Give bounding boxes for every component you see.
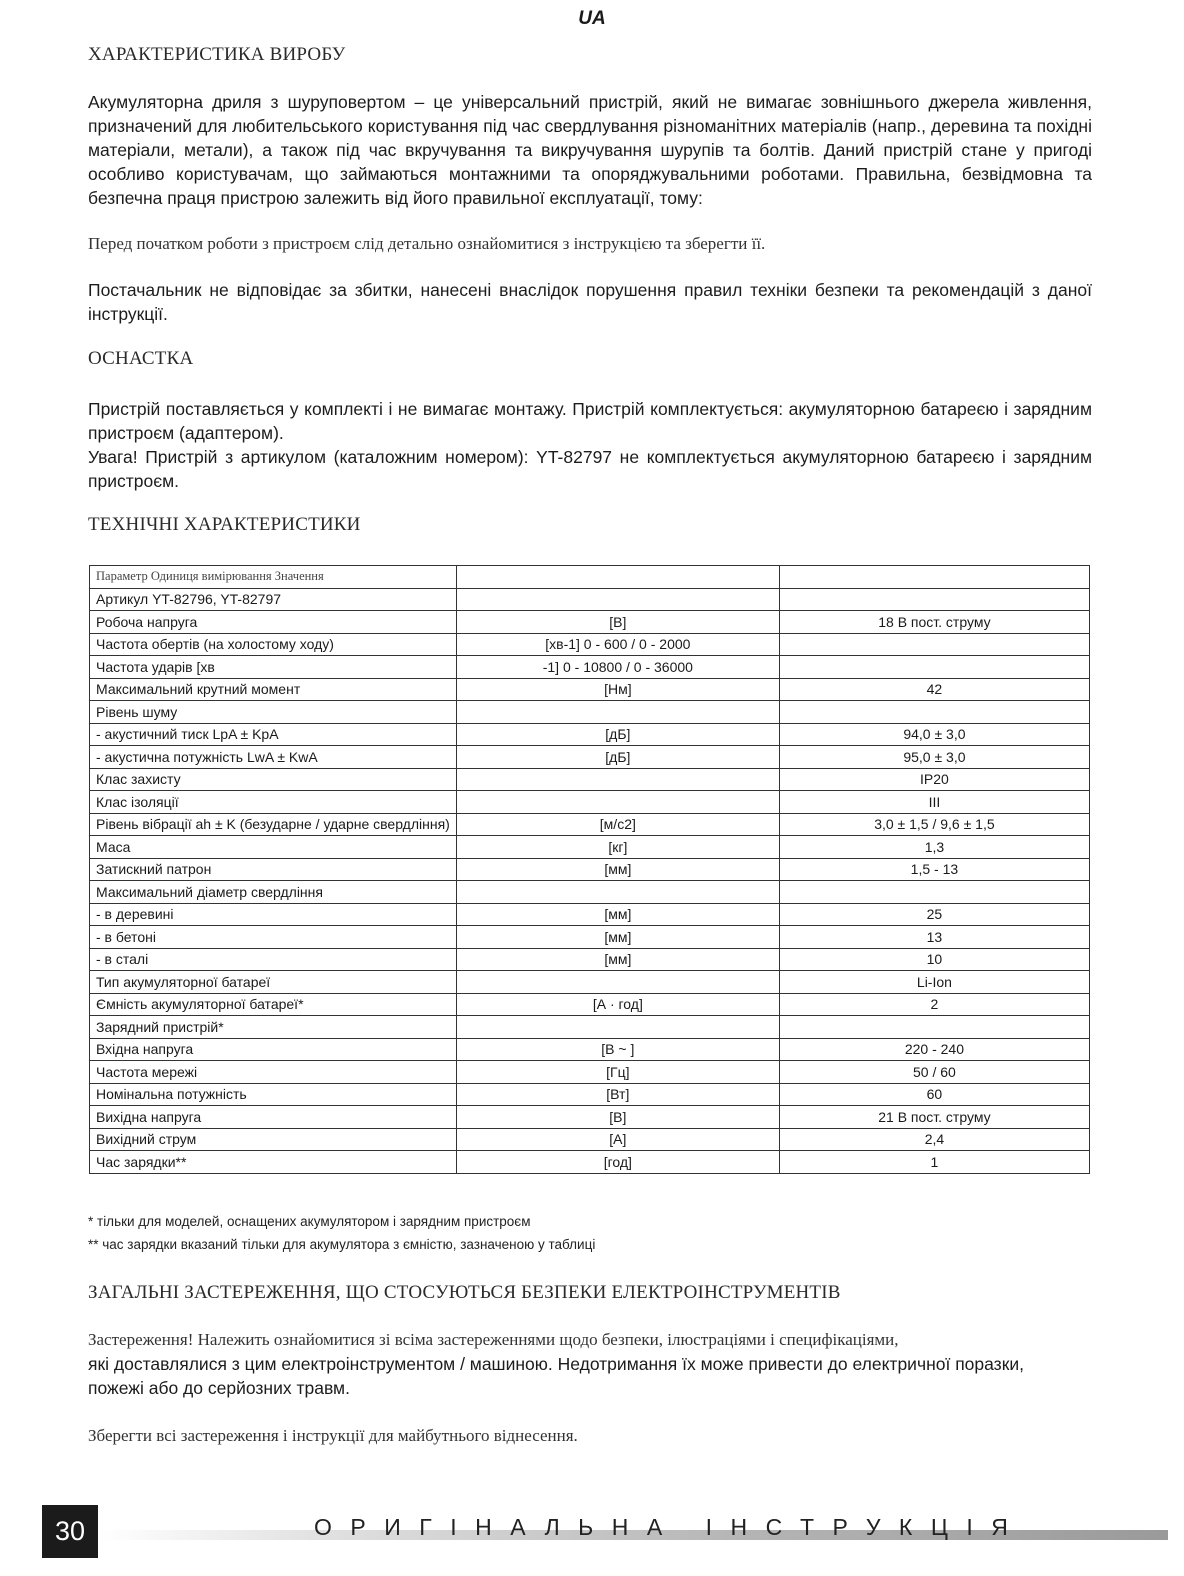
value-cell: 25 — [779, 903, 1089, 926]
param-cell: Ємність акумуляторної батареї* — [90, 993, 457, 1016]
liability-notice: Постачальник не відповідає за збитки, нанесені внаслідок порушення правил техніки безпеки та рекомендацій з даної інструкції. — [88, 280, 1092, 324]
value-cell: 3,0 ± 1,5 / 9,6 ± 1,5 — [779, 813, 1089, 836]
specs-row — [90, 611, 1090, 634]
value-cell: 60 — [779, 1083, 1089, 1106]
param-cell: Частота обертів (на холостому ходу) — [90, 633, 457, 656]
product-description: Акумуляторна дриля з шуруповертом – це універсальний пристрій, який не вимагає зовнішнього джерела живлення, призначений для любительського користування під час свердлування різноманітних матеріалів (напр., деревина та похідні матеріали, метали), а також під час вкручування та викручування шурупів та болтів. Даний пристрій стане у пригоді особливо користувачам, що займаються монтажними та опоряджувальними роботами. Правильна, безвідмовна та безпечна праця пристрою залежить від його правильної експлуатації, тому: — [88, 92, 1092, 208]
specs-heading: ТЕХНІЧНІ ХАРАКТЕРИСТИКИ — [88, 514, 361, 535]
param-cell: Частота мережі — [90, 1061, 457, 1084]
value-cell — [779, 701, 1089, 724]
param-cell: Затискний патрон — [90, 858, 457, 881]
specs-row — [90, 746, 1090, 769]
unit-cell: [хв-1] 0 - 600 / 0 - 2000 — [456, 633, 779, 656]
unit-cell: [мм] — [456, 858, 779, 881]
unit-cell — [456, 791, 779, 814]
param-cell: Тип акумуляторної батареї — [90, 971, 457, 994]
param-cell: - акустична потужність LwA ± KwA — [90, 746, 457, 769]
param-cell: Частота ударів [хв — [90, 656, 457, 679]
specs-header-row — [90, 566, 1090, 589]
unit-cell: [кг] — [456, 836, 779, 859]
specs-row — [90, 1151, 1090, 1174]
param-cell: - в сталі — [90, 948, 457, 971]
unit-cell — [456, 881, 779, 904]
value-cell: 1,5 - 13 — [779, 858, 1089, 881]
param-cell: - в бетоні — [90, 926, 457, 949]
unit-cell — [456, 566, 779, 589]
value-cell: Li-Ion — [779, 971, 1089, 994]
language-tag: UA — [578, 8, 606, 29]
param-cell: Зарядний пристрій* — [90, 1016, 457, 1039]
keep-instructions: Зберегти всі застереження і інструкції для майбутнього віднесення. — [88, 1426, 578, 1445]
equipment-text: Пристрій поставляється у комплекті і не вимагає монтажу. Пристрій комплектується: акумуляторною батареєю і зарядним пристроєм (адаптером). — [88, 399, 1092, 443]
value-cell — [779, 1016, 1089, 1039]
specs-table — [89, 565, 1090, 1174]
param-cell: Час зарядки** — [90, 1151, 457, 1174]
unit-cell: [В ~ ] — [456, 1038, 779, 1061]
safety-warning-line-1: Застереження! Належить ознайомитися зі всіма застереженнями щодо безпеки, ілюстраціями і специфікаціями, — [88, 1330, 899, 1349]
param-cell: Вхідна напруга — [90, 1038, 457, 1061]
value-cell: 10 — [779, 948, 1089, 971]
value-cell — [779, 881, 1089, 904]
param-cell: Номінальна потужність — [90, 1083, 457, 1106]
param-cell: - в деревині — [90, 903, 457, 926]
param-cell: Максимальний крутний момент — [90, 678, 457, 701]
unit-cell: [мм] — [456, 926, 779, 949]
page-number: 30 — [42, 1505, 98, 1558]
param-cell: Параметр Одиниця вимірювання Значення — [90, 566, 457, 589]
param-cell: Клас ізоляції — [90, 791, 457, 814]
specs-row — [90, 948, 1090, 971]
safety-warning-line-2: які доставлялися з цим електроінструментом / машиною. Недотримання їх може привести до електричної поразки, — [88, 1354, 1024, 1374]
equipment-warning: Увага! Пристрій з артикулом (каталожним номером): YT-82797 не комплектується акумуляторною батареєю і зарядним пристроєм. — [88, 447, 1092, 491]
value-cell: 13 — [779, 926, 1089, 949]
footnote-2: ** час зарядки вказаний тільки для акумулятора з ємністю, зазначеною у таблиці — [88, 1237, 596, 1252]
param-cell: Клас захисту — [90, 768, 457, 791]
value-cell — [779, 656, 1089, 679]
specs-row — [90, 701, 1090, 724]
product-heading: ХАРАКТЕРИСТИКА ВИРОБУ — [88, 44, 346, 65]
unit-cell: [дБ] — [456, 723, 779, 746]
param-cell: Артикул YT-82796, YT-82797 — [90, 588, 457, 611]
value-cell: 2,4 — [779, 1128, 1089, 1151]
specs-row — [90, 1061, 1090, 1084]
unit-cell: [Гц] — [456, 1061, 779, 1084]
unit-cell — [456, 971, 779, 994]
unit-cell: [А · год] — [456, 993, 779, 1016]
value-cell: 18 В пост. струму — [779, 611, 1089, 634]
param-cell: Вихідний струм — [90, 1128, 457, 1151]
instructions-notice: Перед початком роботи з пристроєм слід детально ознайомитися з інструкцією та зберегти її. — [88, 234, 766, 253]
value-cell: IP20 — [779, 768, 1089, 791]
specs-row — [90, 791, 1090, 814]
specs-row — [90, 1128, 1090, 1151]
unit-cell: [Вт] — [456, 1083, 779, 1106]
param-cell: Рівень шуму — [90, 701, 457, 724]
value-cell — [779, 588, 1089, 611]
value-cell: 94,0 ± 3,0 — [779, 723, 1089, 746]
value-cell — [779, 566, 1089, 589]
value-cell: 42 — [779, 678, 1089, 701]
value-cell: 95,0 ± 3,0 — [779, 746, 1089, 769]
param-cell: Робоча напруга — [90, 611, 457, 634]
value-cell: III — [779, 791, 1089, 814]
safety-warning — [88, 1328, 1092, 1400]
specs-row — [90, 588, 1090, 611]
unit-cell: [А] — [456, 1128, 779, 1151]
unit-cell — [456, 768, 779, 791]
param-cell: - акустичний тиск LpA ± KpA — [90, 723, 457, 746]
specs-row — [90, 1016, 1090, 1039]
specs-row — [90, 1106, 1090, 1129]
unit-cell: [В] — [456, 1106, 779, 1129]
specs-row — [90, 881, 1090, 904]
value-cell: 21 В пост. струму — [779, 1106, 1089, 1129]
specs-row — [90, 836, 1090, 859]
specs-table-body — [90, 566, 1090, 1174]
unit-cell: -1] 0 - 10800 / 0 - 36000 — [456, 656, 779, 679]
specs-row — [90, 1083, 1090, 1106]
specs-row — [90, 678, 1090, 701]
unit-cell: [мм] — [456, 948, 779, 971]
specs-row — [90, 858, 1090, 881]
specs-row — [90, 768, 1090, 791]
value-cell — [779, 633, 1089, 656]
specs-row — [90, 813, 1090, 836]
specs-row — [90, 633, 1090, 656]
unit-cell — [456, 588, 779, 611]
specs-row — [90, 993, 1090, 1016]
specs-row — [90, 656, 1090, 679]
specs-row — [90, 903, 1090, 926]
value-cell: 1 — [779, 1151, 1089, 1174]
value-cell: 220 - 240 — [779, 1038, 1089, 1061]
param-cell: Вихідна напруга — [90, 1106, 457, 1129]
equipment-heading: ОСНАСТКА — [88, 348, 194, 369]
safety-heading: ЗАГАЛЬНІ ЗАСТЕРЕЖЕННЯ, ЩО СТОСУЮТЬСЯ БЕЗПЕКИ ЕЛЕКТРОІНСТРУМЕНТІВ — [88, 1282, 841, 1303]
specs-row — [90, 1038, 1090, 1061]
param-cell: Маса — [90, 836, 457, 859]
specs-row — [90, 971, 1090, 994]
unit-cell: [Нм] — [456, 678, 779, 701]
value-cell: 1,3 — [779, 836, 1089, 859]
equipment-description — [88, 397, 1092, 493]
value-cell: 50 / 60 — [779, 1061, 1089, 1084]
footnote-1: * тільки для моделей, оснащених акумулятором і зарядним пристроєм — [88, 1214, 531, 1229]
unit-cell — [456, 1016, 779, 1039]
footer-title: ОРИГІНАЛЬНА ІНСТРУКЦІЯ — [314, 1514, 1027, 1540]
param-cell: Рівень вібрації ah ± K (безударне / ударне свердління) — [90, 813, 457, 836]
unit-cell: [В] — [456, 611, 779, 634]
specs-row — [90, 926, 1090, 949]
unit-cell — [456, 701, 779, 724]
param-cell: Максимальний діаметр свердління — [90, 881, 457, 904]
unit-cell: [мм] — [456, 903, 779, 926]
unit-cell: [м/с2] — [456, 813, 779, 836]
unit-cell: [год] — [456, 1151, 779, 1174]
specs-row — [90, 723, 1090, 746]
value-cell: 2 — [779, 993, 1089, 1016]
safety-warning-line-3: пожежі або до серйозних травм. — [88, 1378, 350, 1398]
unit-cell: [дБ] — [456, 746, 779, 769]
